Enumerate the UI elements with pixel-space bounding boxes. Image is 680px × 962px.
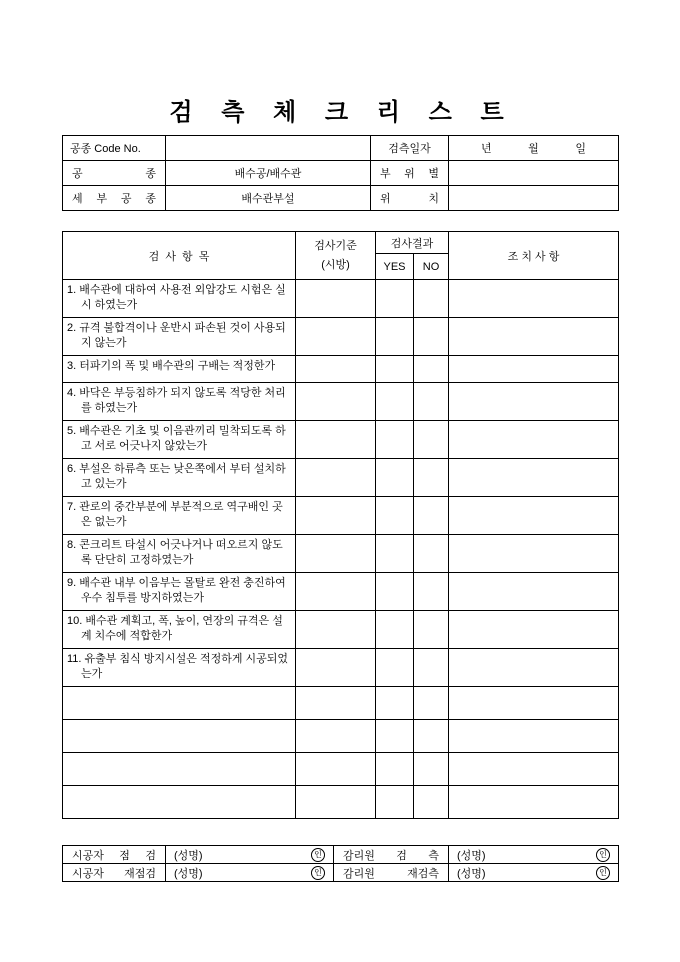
item-text: 10. 배수관 계획고, 폭, 높이, 연장의 규격은 설계 치수에 적합한가 bbox=[63, 611, 296, 649]
item-text: 7. 관로의 중간부분에 부분적으로 역구배인 곳은 없는가 bbox=[63, 497, 296, 535]
checklist-empty-row bbox=[63, 687, 619, 720]
item-text: 9. 배수관 내부 이음부는 몰탈로 완전 충진하여 우수 침투를 방지하였는가 bbox=[63, 573, 296, 611]
standard-cell bbox=[296, 573, 376, 611]
location-label: 위 치 bbox=[371, 186, 449, 211]
inspection-date-label: 검측일자 bbox=[371, 136, 449, 161]
column-header-no: NO bbox=[414, 254, 449, 280]
no-cell bbox=[414, 421, 449, 459]
standard-cell bbox=[296, 786, 376, 819]
no-cell bbox=[414, 611, 449, 649]
column-header-yes: YES bbox=[376, 254, 414, 280]
no-cell bbox=[414, 786, 449, 819]
no-cell bbox=[414, 753, 449, 786]
checklist-row-11 bbox=[63, 649, 619, 687]
action-cell bbox=[449, 611, 619, 649]
item-text: 11. 유출부 침식 방지시설은 적정하게 시공되었는가 bbox=[63, 649, 296, 687]
item-text bbox=[63, 786, 296, 819]
standard-cell bbox=[296, 753, 376, 786]
standard-cell bbox=[296, 535, 376, 573]
action-cell bbox=[449, 421, 619, 459]
supervisor-check-label: 감리원 검 측 bbox=[334, 846, 449, 864]
standard-cell bbox=[296, 421, 376, 459]
action-cell bbox=[449, 497, 619, 535]
standard-cell bbox=[296, 459, 376, 497]
item-text: 3. 터파기의 폭 및 배수관의 구배는 적정한가 bbox=[63, 356, 296, 383]
header-info-table bbox=[62, 135, 619, 211]
item-text: 8. 콘크리트 타설시 어긋나거나 떠오르지 않도록 단단히 고정하였는가 bbox=[63, 535, 296, 573]
checklist-row-4 bbox=[63, 383, 619, 421]
action-cell bbox=[449, 356, 619, 383]
checklist-row-9 bbox=[63, 573, 619, 611]
item-text: 6. 부설은 하류측 또는 낮은쪽에서 부터 설치하고 있는가 bbox=[63, 459, 296, 497]
no-cell bbox=[414, 687, 449, 720]
page-title: 검 측 체 크 리 스 트 bbox=[169, 99, 511, 126]
action-cell bbox=[449, 573, 619, 611]
item-text: 5. 배수관은 기초 및 이음관끼리 밀착되도록 하고 서로 어긋나지 않았는가 bbox=[63, 421, 296, 459]
checklist-empty-row bbox=[63, 786, 619, 819]
no-cell bbox=[414, 383, 449, 421]
yes-cell bbox=[376, 753, 414, 786]
checklist-row-7 bbox=[63, 497, 619, 535]
contractor-check-sign-cell bbox=[166, 846, 334, 864]
yes-cell bbox=[376, 497, 414, 535]
header-row-detail bbox=[63, 186, 619, 211]
contractor-recheck-label: 시공자 재점검 bbox=[63, 864, 166, 882]
supervisor-recheck-sign-cell bbox=[449, 864, 619, 882]
yes-cell bbox=[376, 280, 414, 318]
yes-cell bbox=[376, 687, 414, 720]
standard-cell bbox=[296, 649, 376, 687]
column-header-item: 검 사 항 목 bbox=[63, 232, 296, 280]
name-label: (성명) bbox=[174, 867, 203, 880]
item-text bbox=[63, 753, 296, 786]
no-cell bbox=[414, 356, 449, 383]
yes-cell bbox=[376, 356, 414, 383]
no-cell bbox=[414, 535, 449, 573]
contractor-check-label: 시공자 점 검 bbox=[63, 846, 166, 864]
item-text: 2. 규격 불합격이나 운반시 파손된 것이 사용되지 않는가 bbox=[63, 318, 296, 356]
action-cell bbox=[449, 753, 619, 786]
action-cell bbox=[449, 720, 619, 753]
yes-cell bbox=[376, 611, 414, 649]
checklist-empty-row bbox=[63, 753, 619, 786]
standard-cell bbox=[296, 318, 376, 356]
yes-cell bbox=[376, 421, 414, 459]
action-cell bbox=[449, 535, 619, 573]
standard-cell bbox=[296, 720, 376, 753]
yes-cell bbox=[376, 459, 414, 497]
checklist-row-8 bbox=[63, 535, 619, 573]
standard-label-line1: 검사기준 bbox=[314, 239, 357, 252]
code-no-label: 공종 Code No. bbox=[63, 136, 166, 161]
item-text: 1. 배수관에 대하여 사용전 외압강도 시험은 실시 하였는가 bbox=[63, 280, 296, 318]
name-label: (성명) bbox=[457, 867, 486, 880]
detail-work-value: 배수관부설 bbox=[166, 186, 371, 211]
item-text bbox=[63, 720, 296, 753]
part-label: 부 위 별 bbox=[371, 161, 449, 186]
no-cell bbox=[414, 280, 449, 318]
work-type-label: 공 종 bbox=[63, 161, 166, 186]
action-cell bbox=[449, 687, 619, 720]
checklist-row-1 bbox=[63, 280, 619, 318]
header-row-work bbox=[63, 161, 619, 186]
yes-cell bbox=[376, 649, 414, 687]
no-cell bbox=[414, 720, 449, 753]
standard-cell bbox=[296, 687, 376, 720]
location-value bbox=[449, 186, 619, 211]
checklist-row-5 bbox=[63, 421, 619, 459]
item-text: 4. 바닥은 부등침하가 되지 않도록 적당한 처리를 하였는가 bbox=[63, 383, 296, 421]
standard-label-line2: (시방) bbox=[321, 258, 350, 271]
checklist-table bbox=[62, 231, 619, 819]
action-cell bbox=[449, 459, 619, 497]
contractor-recheck-sign-cell bbox=[166, 864, 334, 882]
code-no-value bbox=[166, 136, 371, 161]
yes-cell bbox=[376, 573, 414, 611]
column-header-standard bbox=[296, 232, 376, 280]
standard-cell bbox=[296, 280, 376, 318]
seal-stamp-icon: 인 bbox=[596, 866, 610, 880]
column-header-result: 검사결과 bbox=[376, 232, 449, 254]
name-label: (성명) bbox=[174, 849, 203, 862]
header-row-code bbox=[63, 136, 619, 161]
name-label: (성명) bbox=[457, 849, 486, 862]
checklist-header-row bbox=[63, 232, 619, 254]
no-cell bbox=[414, 649, 449, 687]
standard-cell bbox=[296, 383, 376, 421]
standard-cell bbox=[296, 497, 376, 535]
action-cell bbox=[449, 786, 619, 819]
checklist-row-2 bbox=[63, 318, 619, 356]
action-cell bbox=[449, 318, 619, 356]
no-cell bbox=[414, 573, 449, 611]
inspection-date-value: 년 월 일 bbox=[449, 136, 619, 161]
supervisor-check-sign-cell bbox=[449, 846, 619, 864]
yes-cell bbox=[376, 535, 414, 573]
yes-cell bbox=[376, 383, 414, 421]
seal-stamp-icon: 인 bbox=[311, 848, 325, 862]
detail-work-label: 세 부 공 종 bbox=[63, 186, 166, 211]
yes-cell bbox=[376, 786, 414, 819]
seal-stamp-icon: 인 bbox=[596, 848, 610, 862]
action-cell bbox=[449, 280, 619, 318]
action-cell bbox=[449, 383, 619, 421]
signature-row-recheck bbox=[63, 864, 619, 882]
no-cell bbox=[414, 459, 449, 497]
checklist-row-10 bbox=[63, 611, 619, 649]
standard-cell bbox=[296, 611, 376, 649]
standard-cell bbox=[296, 356, 376, 383]
yes-cell bbox=[376, 720, 414, 753]
part-value bbox=[449, 161, 619, 186]
item-text bbox=[63, 687, 296, 720]
signature-row-check bbox=[63, 846, 619, 864]
supervisor-recheck-label: 감리원 재검측 bbox=[334, 864, 449, 882]
checklist-row-3 bbox=[63, 356, 619, 383]
checklist-empty-row bbox=[63, 720, 619, 753]
work-type-value: 배수공/배수관 bbox=[166, 161, 371, 186]
signature-table bbox=[62, 845, 619, 882]
no-cell bbox=[414, 497, 449, 535]
yes-cell bbox=[376, 318, 414, 356]
action-cell bbox=[449, 649, 619, 687]
column-header-action: 조 치 사 항 bbox=[449, 232, 619, 280]
checklist-row-6 bbox=[63, 459, 619, 497]
no-cell bbox=[414, 318, 449, 356]
seal-stamp-icon: 인 bbox=[311, 866, 325, 880]
